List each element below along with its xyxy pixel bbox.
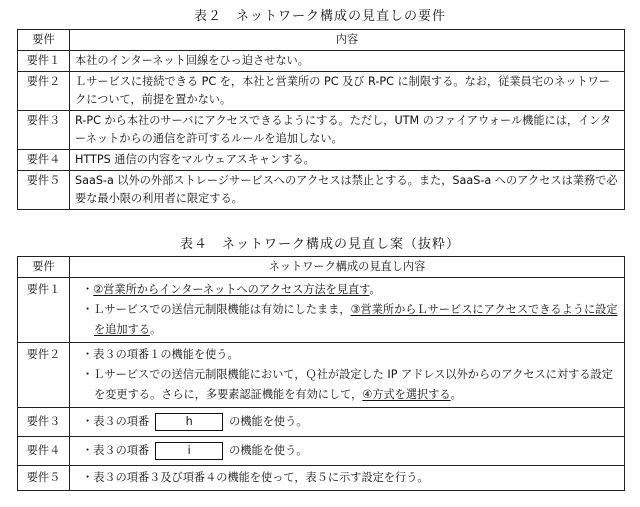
requirement-content: Ｌサービスに接続できる PC を，本社と営業所の PC 及び R-PC に制限する。なお，従業員宅のネットワークについて，前提を置かない。: [70, 72, 625, 111]
requirement-id: 要件５: [18, 466, 70, 491]
table-row: [18, 437, 625, 466]
requirement-id: 要件３: [18, 111, 70, 150]
requirements-table: [17, 29, 625, 210]
table-row: [18, 72, 625, 111]
revision-content: [70, 408, 625, 437]
revision-content: [70, 437, 625, 466]
answer-blank-h[interactable]: h: [155, 413, 223, 431]
bullet-text: ・: [82, 283, 94, 296]
column-header-content: 内容: [70, 30, 625, 51]
bullet-item: [82, 365, 618, 405]
revision-content: [70, 343, 625, 408]
table-row: [18, 51, 625, 72]
bullet-text: 。: [149, 323, 162, 336]
requirement-content: SaaS-a 以外の外部ストレージサービスへのアクセスは禁止とする。また，SaaS-a へのアクセスは業務で必要な最小限の利用者に限定する。: [70, 171, 625, 210]
table-row: [18, 466, 625, 491]
requirement-content: R-PC から本社のサーバにアクセスできるようにする。ただし，UTM のファイアウォール機能には，インターネットからの通信を許可するルールを追加しない。: [70, 111, 625, 150]
bullet-text: 。: [369, 283, 381, 296]
underlined-item-4: ④方式を選択する: [362, 388, 451, 401]
bullet-item: ・表３の項番１の機能を使う。: [82, 348, 239, 361]
requirement-id: 要件１: [18, 51, 70, 72]
requirement-content: HTTPS 通信の内容をマルウェアスキャンする。: [70, 150, 625, 171]
column-header-requirement: 要件: [18, 257, 70, 278]
requirement-content: 本社のインターネット回線をひっ迫させない。: [70, 51, 625, 72]
table-row: [18, 171, 625, 210]
table-row: [18, 150, 625, 171]
table-row: [18, 343, 625, 408]
requirement-id: 要件５: [18, 171, 70, 210]
table-header-row: [18, 257, 625, 278]
bullet-text: ・Ｌサービスでの送信元制限機能は有効にしたまま，: [82, 303, 351, 316]
column-header-requirement: 要件: [18, 30, 70, 51]
underlined-item-2: ②営業所からインターネットへのアクセス方法を見直す: [93, 283, 370, 296]
network-revision-table: [17, 256, 625, 491]
requirement-id: 要件２: [18, 343, 70, 408]
bullet-item: [82, 300, 618, 340]
table-row: [18, 111, 625, 150]
revision-content: ・表３の項番３及び項番４の機能を使って，表５に示す設定を行う。: [70, 466, 625, 491]
column-header-revision: ネットワーク構成の見直し内容: [70, 257, 625, 278]
bullet-text: ・Ｌサービスでの送信元制限機能において，Ｑ社が設定した IP アドレス以外からのアクセスに対する設定を変更する。さらに，多要素認証機能を有効にして，: [82, 368, 613, 401]
underlined-item-3: ③営業所からＬサービスにアクセスできるように設定を追加する: [94, 303, 618, 336]
requirement-id: 要件１: [18, 278, 70, 343]
requirement-id: 要件４: [18, 150, 70, 171]
answer-blank-i[interactable]: i: [155, 442, 223, 460]
requirement-id: 要件２: [18, 72, 70, 111]
revision-content: [70, 278, 625, 343]
bullet-item: [82, 280, 618, 300]
table2-title: 表２ ネットワーク構成の見直しの要件: [193, 9, 446, 24]
table-row: [18, 278, 625, 343]
table-header-row: [18, 30, 625, 51]
requirement-id: 要件３: [18, 408, 70, 437]
bullet-text: ・表３の項番: [82, 444, 150, 457]
bullet-text: の機能を使う。: [229, 444, 308, 457]
table4-title: 表４ ネットワーク構成の見直し案（抜粋）: [179, 237, 460, 252]
requirement-id: 要件４: [18, 437, 70, 466]
bullet-text: の機能を使う。: [229, 415, 308, 428]
bullet-text: 。: [450, 388, 462, 401]
bullet-text: ・表３の項番: [82, 415, 150, 428]
table-row: [18, 408, 625, 437]
